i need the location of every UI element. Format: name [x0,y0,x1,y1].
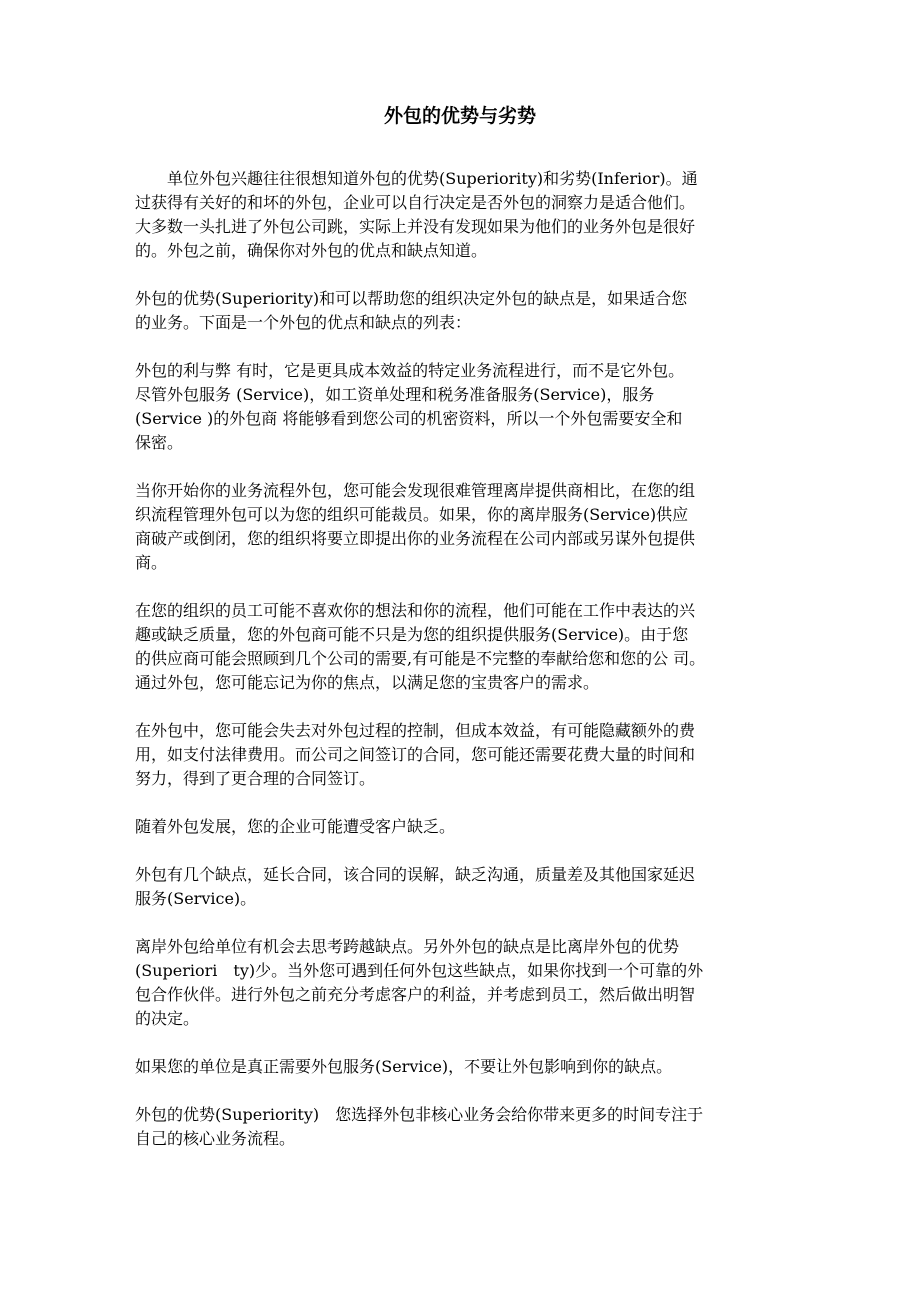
paragraph-line: 的业务。下面是一个外包的优点和缺点的列表： [135,313,472,332]
paragraph-line: 趣或缺乏质量，您的外包商可能不只是为您的组织提供服务(Service)。由于您 [135,625,689,644]
paragraph-11 [135,1103,795,1151]
paragraph-line: 外包的优势(Superiority)和可以帮助您的组织决定外包的缺点是，如果适合您 [135,289,688,308]
paragraph-4 [135,479,795,575]
paragraph-line: 当你开始你的业务流程外包，您可能会发现很难管理离岸提供商相比，在您的组 [135,481,696,500]
paragraph-line: 的决定。 [135,1009,200,1028]
paragraph-3 [135,359,795,455]
paragraph-line: (Superiori ty)少。当外您可遇到任何外包这些缺点，如果你找到一个可靠的外 [135,961,704,980]
paragraph-line: 的供应商可能会照顾到几个公司的需要,有可能是不完整的奉献给您和您的公 司。 [135,649,706,668]
paragraph-9 [135,935,795,1031]
document-title: 外包的优势与劣势 [383,105,536,127]
paragraph-line: 外包的利与弊 有时，它是更具成本效益的特定业务流程进行，而不是它外包。 [135,361,685,380]
paragraph-8 [135,863,795,911]
paragraph-line: 服务(Service)。 [135,889,257,908]
paragraph-line: 商破产或倒闭，您的组织将要立即提出你的业务流程在公司内部或另谋外包提供 [135,529,696,548]
paragraph-line: 在外包中，您可能会失去对外包过程的控制，但成本效益，有可能隐藏额外的费 [135,721,696,740]
paragraph-line: 单位外包兴趣往往很想知道外包的优势(Superiority)和劣势(Inferior)。通 [135,169,698,188]
paragraph-line: 织流程管理外包可以为您的组织可能裁员。如果，你的离岸服务(Service)供应 [135,505,689,524]
paragraph-line: 随着外包发展，您的企业可能遭受客户缺乏。 [135,817,456,836]
paragraph-10 [135,1055,795,1079]
paragraph-line: (Service )的外包商 将能够看到您公司的机密资料，所以一个外包需要安全和 [135,409,683,428]
paragraph-line: 在您的组织的员工可能不喜欢你的想法和你的流程，他们可能在工作中表达的兴 [135,601,696,620]
paragraph-line: 离岸外包给单位有机会去思考跨越缺点。另外外包的缺点是比离岸外包的优势 [135,937,680,956]
paragraph-2 [135,287,795,335]
paragraph-line: 外包的优势(Superiority) 您选择外包非核心业务会给你带来更多的时间专注于 [135,1105,704,1124]
paragraph-line: 如果您的单位是真正需要外包服务(Service)，不要让外包影响到你的缺点。 [135,1057,673,1076]
paragraph-5 [135,599,795,695]
paragraph-line: 过获得有关好的和坏的外包，企业可以自行决定是否外包的洞察力是适合他们。 [135,193,696,212]
paragraph-line: 包合作伙伴。进行外包之前充分考虑客户的利益，并考虑到员工，然后做出明智 [135,985,696,1004]
paragraph-line: 商。 [135,553,168,572]
paragraph-line: 用，如支付法律费用。而公司之间签订的合同，您可能还需要花费大量的时间和 [135,745,696,764]
paragraph-line: 外包有几个缺点，延长合同，该合同的误解，缺乏沟通，质量差及其他国家延迟 [135,865,696,884]
paragraph-line: 大多数一头扎进了外包公司跳，实际上并没有发现如果为他们的业务外包是很好 [135,217,696,236]
paragraph-line: 通过外包，您可能忘记为你的焦点，以满足您的宝贵客户的需求。 [135,673,600,692]
paragraph-line: 保密。 [135,433,184,452]
paragraph-6 [135,719,795,791]
paragraph-line: 尽管外包服务 (Service)，如工资单处理和税务准备服务(Service)，服务 [135,385,655,404]
paragraph-7 [135,815,795,839]
paragraph-line: 的。外包之前，确保你对外包的优点和缺点知道。 [135,241,488,260]
paragraph-line: 努力，得到了更合理的合同签订。 [135,769,376,788]
paragraph-line: 自己的核心业务流程。 [135,1129,296,1148]
paragraph-1 [135,167,795,263]
